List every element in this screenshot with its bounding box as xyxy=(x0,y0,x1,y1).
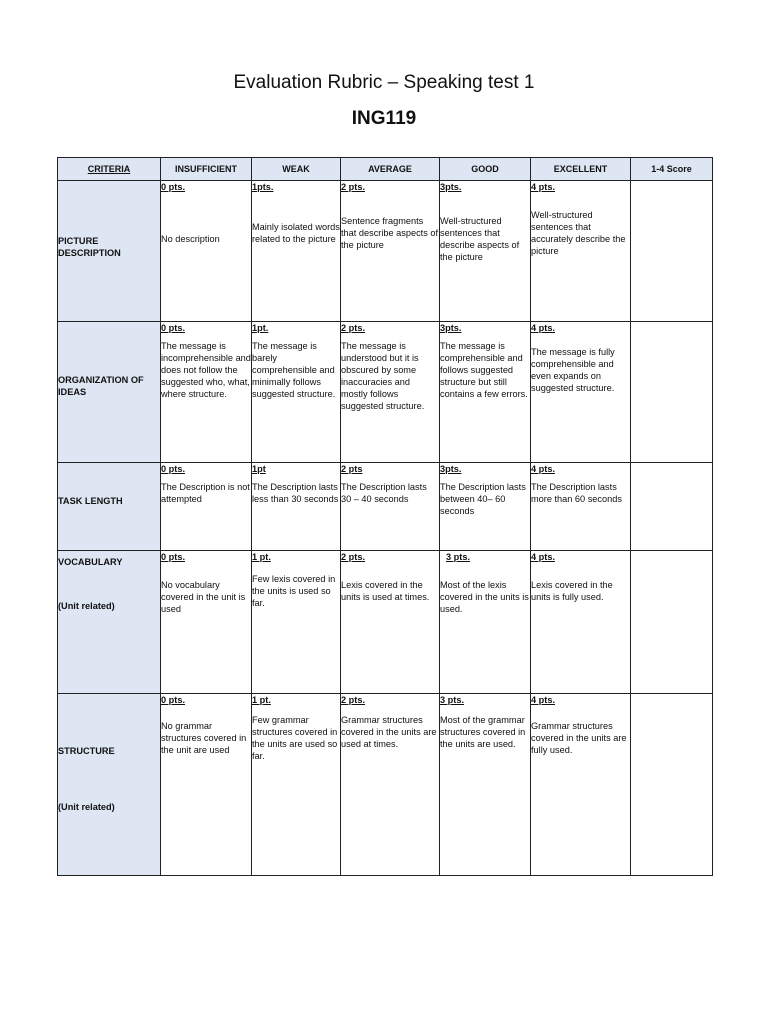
column-header-excellent: EXCELLENT xyxy=(531,158,631,181)
score-cell[interactable] xyxy=(631,694,713,876)
level-description: The Description lasts less than 30 seconds xyxy=(252,482,339,504)
rubric-cell xyxy=(252,463,341,551)
rubric-cell xyxy=(161,551,252,694)
table-row xyxy=(58,181,713,322)
column-header-criteria: CRITERIA xyxy=(58,158,161,181)
rubric-cell xyxy=(341,551,440,694)
rubric-cell xyxy=(161,322,252,463)
rubric-cell xyxy=(531,551,631,694)
points-label: 1pt xyxy=(252,464,266,474)
criterion-label: PICTURE DESCRIPTION xyxy=(58,236,121,258)
criterion-note: (Unit related) xyxy=(58,601,115,611)
level-description: Well-structured sentences that describe aspects of the picture xyxy=(440,216,520,262)
level-description: The message is incomprehensible and does not follow the suggested who, what, where structure. xyxy=(161,341,251,399)
points-label: 2 pts. xyxy=(341,323,365,333)
rubric-cell xyxy=(341,694,440,876)
points-label: 0 pts. xyxy=(161,182,185,192)
table-row xyxy=(58,463,713,551)
score-cell[interactable] xyxy=(631,322,713,463)
level-description: No grammar structures covered in the unit are used xyxy=(161,721,247,755)
rubric-cell xyxy=(341,463,440,551)
points-label: 0 pts. xyxy=(161,552,185,562)
column-header-score: 1-4 Score xyxy=(631,158,713,181)
points-label: 4 pts. xyxy=(531,323,555,333)
criterion-cell xyxy=(58,181,161,322)
level-description: Grammar structures covered in the units are used at times. xyxy=(341,715,437,749)
criterion-label: STRUCTURE xyxy=(58,746,115,756)
level-description: Grammar structures covered in the units are fully used. xyxy=(531,721,627,755)
rubric-cell xyxy=(440,551,531,694)
rubric-cell xyxy=(252,551,341,694)
criterion-note: (Unit related) xyxy=(58,802,115,812)
criterion-label: TASK LENGTH xyxy=(58,496,123,506)
rubric-cell xyxy=(440,322,531,463)
rubric-cell xyxy=(531,694,631,876)
rubric-cell xyxy=(440,463,531,551)
criterion-cell xyxy=(58,551,161,694)
column-header-weak: WEAK xyxy=(252,158,341,181)
points-label: 4 pts. xyxy=(531,552,555,562)
rubric-cell xyxy=(161,694,252,876)
points-label: 0 pts. xyxy=(161,695,185,705)
points-label: 1pt. xyxy=(252,323,269,333)
points-label: 4 pts. xyxy=(531,182,555,192)
level-description: Few grammar structures covered in the units are used so far. xyxy=(252,715,338,761)
points-label: 3 pts. xyxy=(440,695,464,705)
points-label: 3 pts. xyxy=(446,552,470,562)
level-description: No description xyxy=(161,234,220,244)
table-row xyxy=(58,694,713,876)
rubric-cell xyxy=(531,181,631,322)
level-description: The message is barely comprehensible and minimally follows suggested structure. xyxy=(252,341,336,399)
rubric-table xyxy=(57,157,713,876)
header-row xyxy=(58,158,713,181)
points-label: 1 pt. xyxy=(252,552,271,562)
points-label: 0 pts. xyxy=(161,323,185,333)
points-label: 0 pts. xyxy=(161,464,185,474)
level-description: Sentence fragments that describe aspects of the picture xyxy=(341,216,439,250)
rubric-cell xyxy=(161,181,252,322)
rubric-cell xyxy=(531,463,631,551)
column-header-good: GOOD xyxy=(440,158,531,181)
points-label: 2 pts xyxy=(341,464,363,474)
level-description: Lexis covered in the units is used at times. xyxy=(341,580,430,602)
rubric-cell xyxy=(531,322,631,463)
level-description: The Description is not attempted xyxy=(161,482,250,504)
points-label: 1 pt. xyxy=(252,695,271,705)
level-description: Well-structured sentences that accurately describe the picture xyxy=(531,210,626,256)
level-description: The Description lasts 30 – 40 seconds xyxy=(341,482,427,504)
table-row xyxy=(58,322,713,463)
level-description: Most of the grammar structures covered in the units are used. xyxy=(440,715,526,749)
rubric-cell xyxy=(252,322,341,463)
score-cell[interactable] xyxy=(631,551,713,694)
level-description: The Description lasts between 40– 60 seconds xyxy=(440,482,526,516)
points-label: 2 pts. xyxy=(341,695,365,705)
level-description: Most of the lexis covered in the units is used. xyxy=(440,580,529,614)
level-description: Mainly isolated words related to the picture xyxy=(252,222,340,244)
rubric-cell xyxy=(161,463,252,551)
criterion-cell xyxy=(58,322,161,463)
rubric-cell xyxy=(440,181,531,322)
table-row xyxy=(58,551,713,694)
criterion-cell xyxy=(58,463,161,551)
page-title: Evaluation Rubric – Speaking test 1 xyxy=(233,72,535,93)
rubric-cell xyxy=(440,694,531,876)
course-code: ING119 xyxy=(351,108,417,129)
rubric-cell xyxy=(341,322,440,463)
level-description: The Description lasts more than 60 seconds xyxy=(531,482,622,504)
points-label: 4 pts. xyxy=(531,695,555,705)
level-description: The message is comprehensible and follows suggested structure but still contains a few errors. xyxy=(440,341,528,399)
criterion-label: VOCABULARY xyxy=(58,557,123,567)
score-cell[interactable] xyxy=(631,181,713,322)
points-label: 1pts. xyxy=(252,182,274,192)
points-label: 2 pts. xyxy=(341,182,365,192)
column-header-average: AVERAGE xyxy=(341,158,440,181)
score-cell[interactable] xyxy=(631,463,713,551)
points-label: 3pts. xyxy=(440,323,462,333)
level-description: The message is fully comprehensible and even expands on suggested structure. xyxy=(531,347,615,393)
criterion-cell xyxy=(58,694,161,876)
rubric-cell xyxy=(252,694,341,876)
level-description: Few lexis covered in the units is used so far. xyxy=(252,574,336,608)
points-label: 4 pts. xyxy=(531,464,555,474)
rubric-cell xyxy=(341,181,440,322)
points-label: 3pts. xyxy=(440,464,462,474)
points-label: 2 pts. xyxy=(341,552,365,562)
points-label: 3pts. xyxy=(440,182,462,192)
level-description: Lexis covered in the units is fully used. xyxy=(531,580,613,602)
column-header-insufficient: INSUFFICIENT xyxy=(161,158,252,181)
level-description: No vocabulary covered in the unit is used xyxy=(161,580,246,614)
level-description: The message is understood but it is obscured by some inaccuracies and mostly follows suggested structure. xyxy=(341,341,425,411)
rubric-cell xyxy=(252,181,341,322)
criterion-label: ORGANIZATION OF IDEAS xyxy=(58,375,144,397)
